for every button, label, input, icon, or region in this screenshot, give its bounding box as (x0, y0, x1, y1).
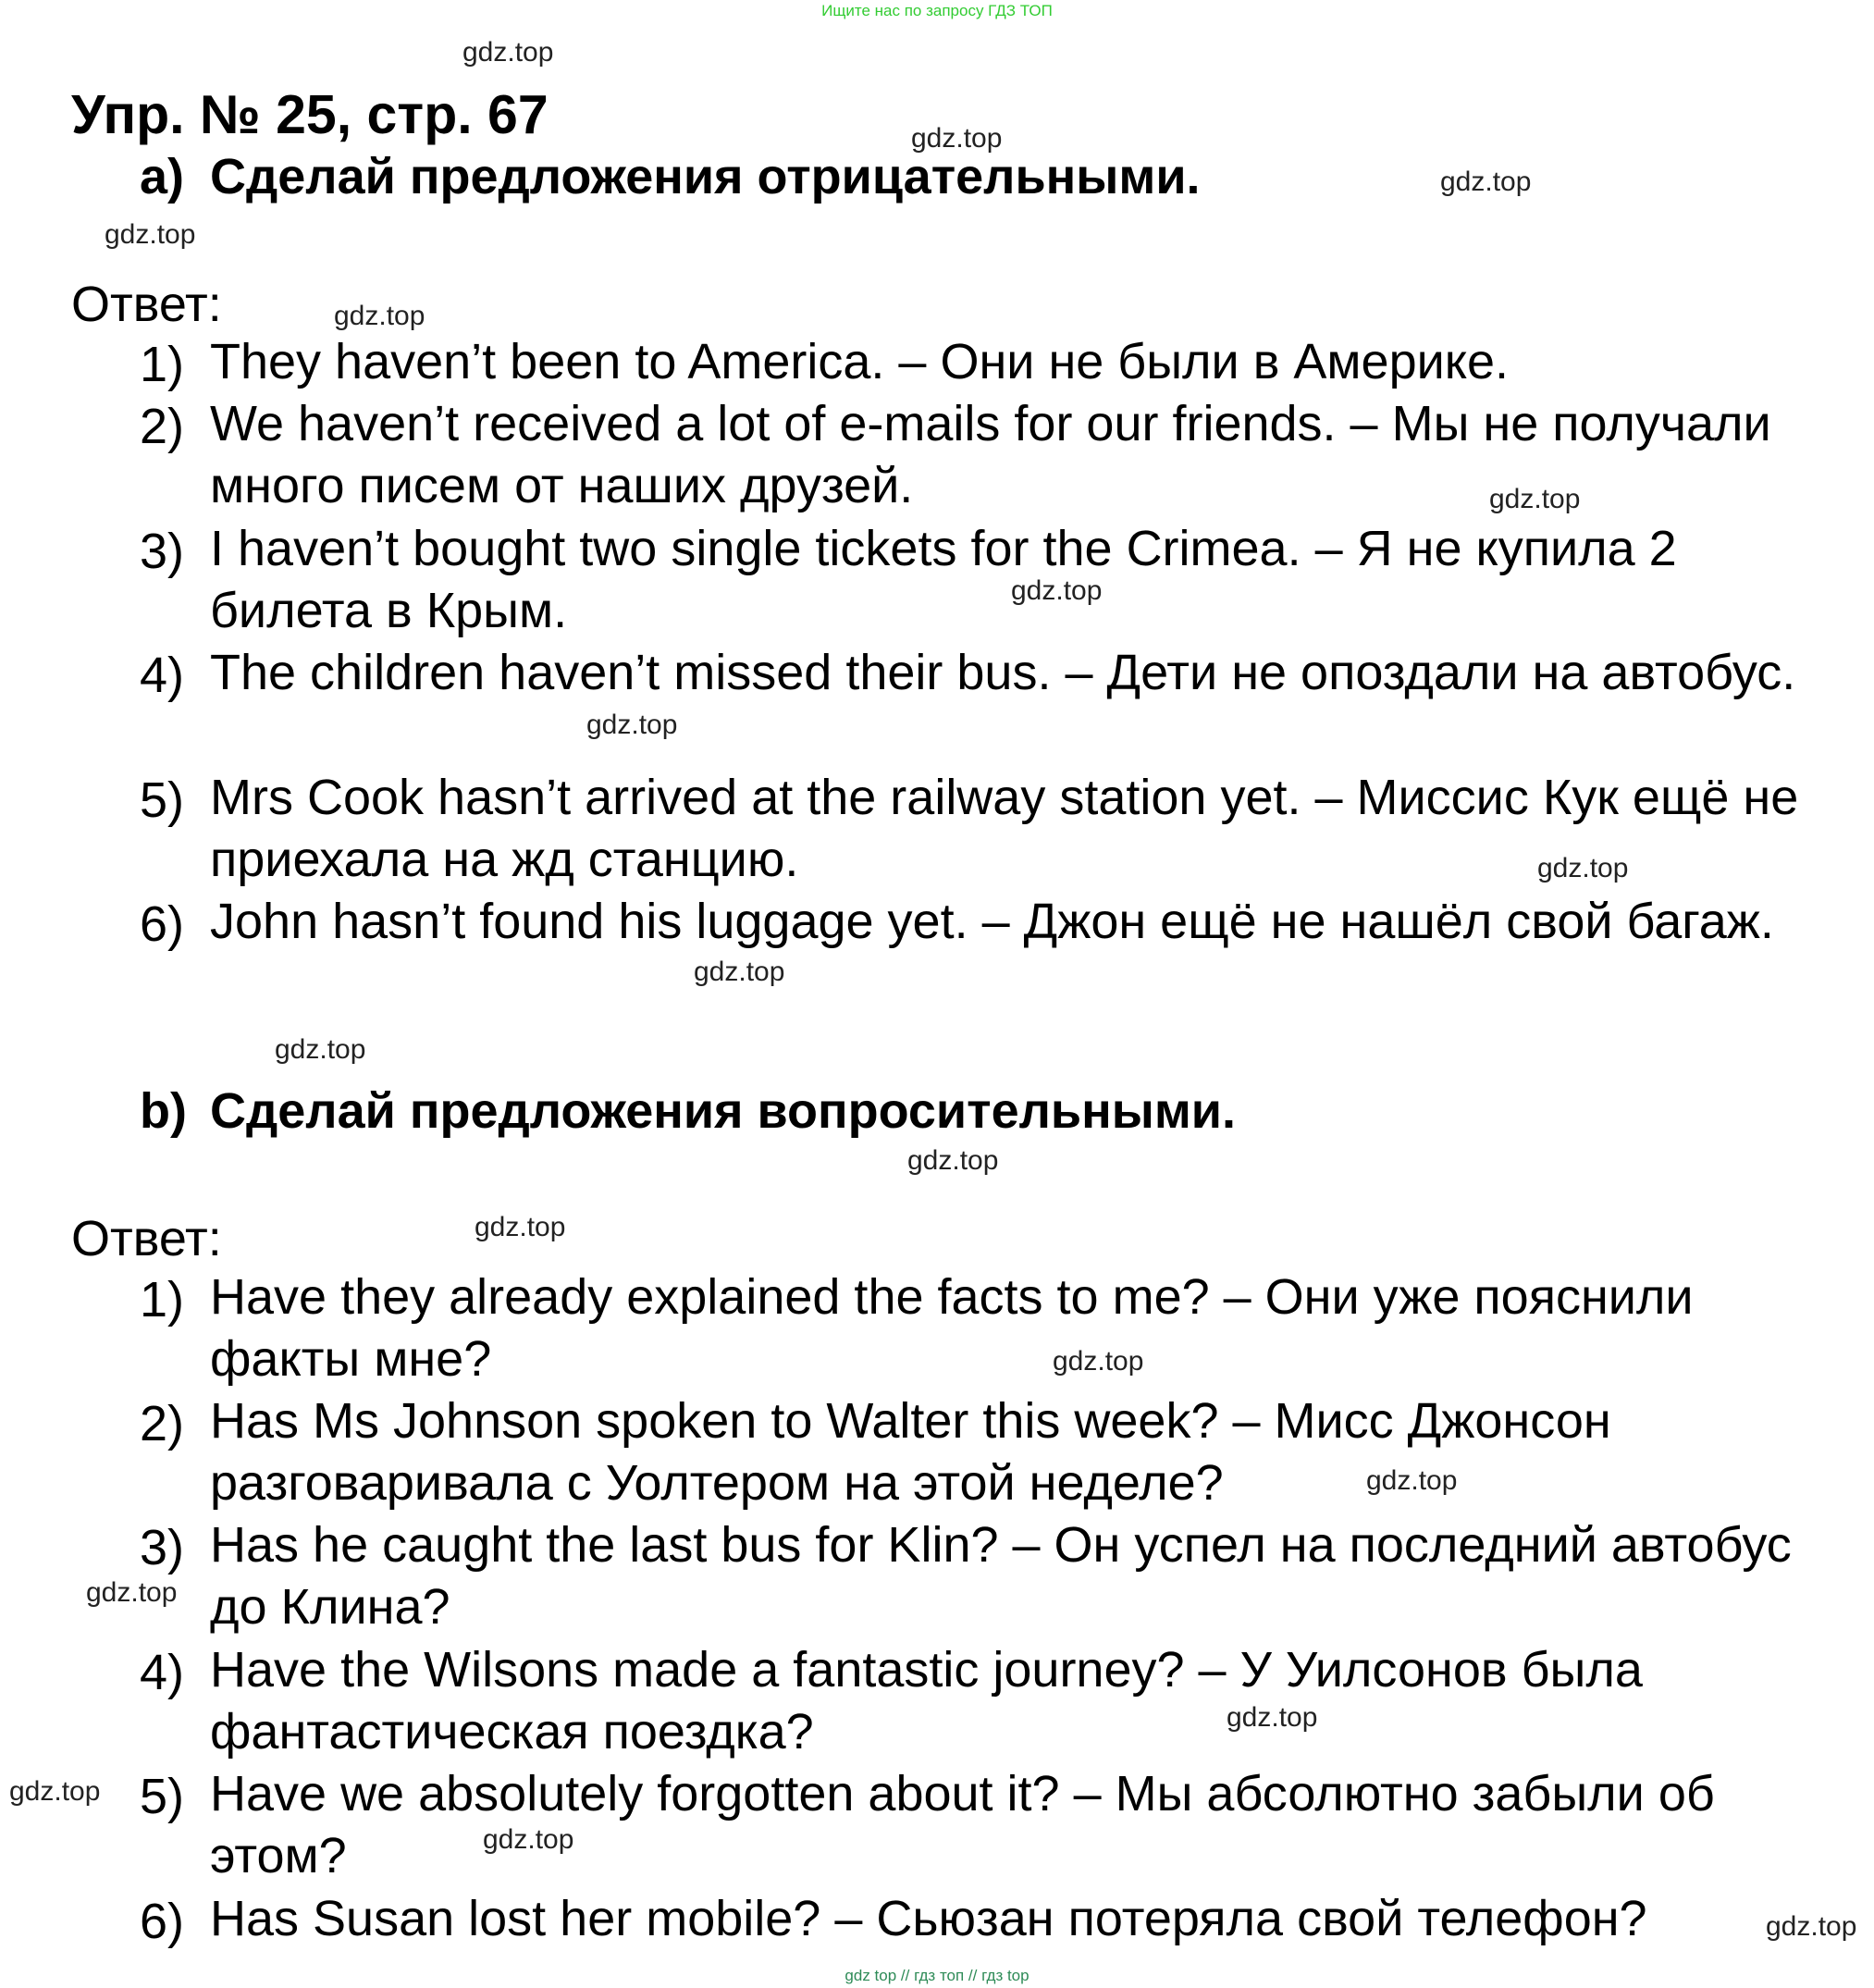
answer-label-a: Ответ: (71, 277, 222, 332)
watermark: gdz.top (586, 710, 678, 740)
watermark: gdz.top (907, 1145, 999, 1176)
b-item-3-text: Has he caught the last bus for Klin? – Он успел на последний автобус до Клина? (210, 1517, 1792, 1635)
watermark: gdz.top (334, 301, 425, 331)
watermark: gdz.top (1366, 1465, 1458, 1496)
section-b-heading: Сделай предложения вопросительными. (210, 1083, 1236, 1139)
footer: gdz top // гдз топ // гдз top (845, 1967, 1029, 1984)
a-item-5-text: Mrs Cook hasn’t arrived at the railway station yet. – Миссис Кук ещё не приехала на жд станцию. (210, 770, 1799, 887)
b-item-1-text: Have they already explained the facts to me? – Они уже пояснили факты мне? (210, 1269, 1694, 1387)
a-item-5-num: 5) (140, 772, 185, 828)
a-item-2-num: 2) (140, 399, 185, 454)
b-item-5-num: 5) (140, 1769, 185, 1824)
watermark: gdz.top (1537, 853, 1629, 883)
b-item-5-text: Have we absolutely forgotten about it? – Мы абсолютно забыли об этом? (210, 1766, 1715, 1883)
b-item-2-num: 2) (140, 1396, 185, 1451)
a-item-3-text: I haven’t bought two single tickets for the Crimea. – Я не купила 2 билета в Крым. (210, 521, 1677, 638)
watermark: gdz.top (1053, 1346, 1144, 1377)
a-item-1-num: 1) (140, 337, 185, 392)
b-item-3-num: 3) (140, 1520, 185, 1575)
watermark: gdz.top (462, 37, 554, 68)
b-item-6-text: Has Susan lost her mobile? – Сьюзан потеряла свой телефон? (210, 1891, 1647, 1946)
watermark: gdz.top (1766, 1911, 1857, 1942)
page-title: Упр. № 25, стр. 67 (71, 84, 549, 145)
watermark: gdz.top (483, 1824, 574, 1855)
watermark: gdz.top (275, 1034, 366, 1065)
watermark: gdz.top (9, 1776, 101, 1807)
answer-label-b: Ответ: (71, 1211, 222, 1266)
a-item-6-num: 6) (140, 896, 185, 952)
a-item-6-text: John hasn’t found his luggage yet. – Джон ещё не нашёл свой багаж. (210, 894, 1774, 949)
watermark: gdz.top (1227, 1702, 1318, 1733)
a-item-1-text: They haven’t been to America. – Они не были в Америке. (210, 334, 1510, 389)
a-item-3-num: 3) (140, 524, 185, 579)
a-item-4-num: 4) (140, 648, 185, 703)
b-item-2-text: Has Ms Johnson spoken to Walter this week? – Мисс Джонсон разговаривала с Уолтером на этой неделе? (210, 1393, 1611, 1511)
watermark: gdz.top (475, 1212, 566, 1242)
b-item-6-num: 6) (140, 1894, 185, 1949)
watermark: gdz.top (1011, 575, 1103, 606)
watermark: gdz.top (86, 1577, 178, 1608)
watermark: gdz.top (694, 957, 785, 987)
a-item-2-text: We haven’t received a lot of e-mails for our friends. – Мы не получали много писем от наших друзей. (210, 396, 1771, 513)
watermark: gdz.top (1440, 167, 1532, 197)
section-b-letter: b) (140, 1083, 187, 1139)
b-item-4-num: 4) (140, 1645, 185, 1700)
b-item-4-text: Have the Wilsons made a fantastic journey? – У Уилсонов была фантастическая поездка? (210, 1642, 1643, 1760)
b-item-1-num: 1) (140, 1272, 185, 1327)
section-a-heading: Сделай предложения отрицательными. (210, 149, 1201, 204)
watermark: gdz.top (911, 123, 1003, 154)
watermark: gdz.top (1489, 484, 1581, 514)
top-banner: Ищите нас по запросу ГДЗ ТОП (821, 2, 1053, 19)
a-item-4-text: The children haven’t missed their bus. – Дети не опоздали на автобус. (210, 645, 1796, 700)
watermark: gdz.top (105, 219, 196, 250)
section-a-letter: a) (140, 149, 185, 204)
